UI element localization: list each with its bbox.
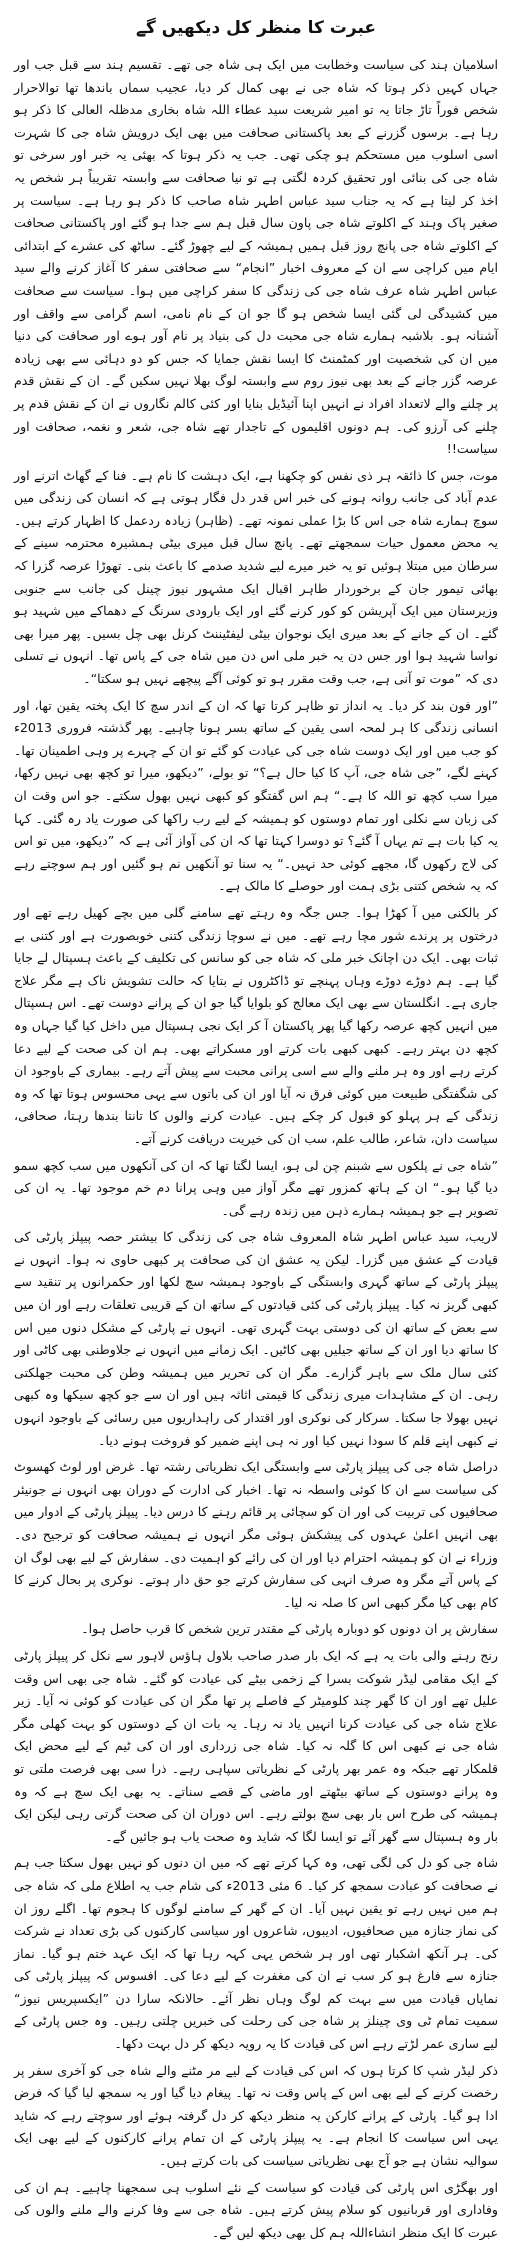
article-paragraph: سفارش پر ان دونوں کو دوبارہ پارٹی کے مقتدر ترین شخص کا قرب حاصل ہوا۔ [81,1621,498,1637]
article-paragraph: ”شاہ جی نے پلکوں سے شبنم چن لی ہو، ایسا لگتا تھا کہ ان کی آنکھوں میں سب کچھ سمو دیا گیا ہو۔“ ان کے ہاتھ کمزور تھے مگر آواز میں وہی پرانا دم خم موجود تھا۔ یہ ان کی تصویر ہے جو ہمیشہ ہمارے ذہن میں زندہ رہے گی۔ [14,1157,498,1218]
article-title: عبرت کا منظر کل دیکھیں گے [135,18,377,38]
article-paragraph: موت، جس کا ذائقہ ہر ذی نفس کو چکھنا ہے، ایک دہشت کا نام ہے۔ فنا کے گھاٹ اترنے اور عدم آباد کی جانب روانہ ہونے کی خبر اس قدر دل فگار ہوتی ہے کہ انسان کی زندگی میں سوچ ہمارے شاہ جی اس کا بڑا عملی نمونہ تھے۔ (ظاہر) زیادہ ردعمل کا اظہار کرتے ہیں۔ یہ محض معمول حیات سمجھتے تھے۔ پانچ سال قبل میری بیٹی ہمشیرہ محترمہ سینے کے سرطان میں مبتلا ہوئیں تو یہ خبر میرے لیے شدید صدمے کا باعث بنی۔ تھوڑا عرصہ گزرا کہ بھائی تیمور جان کے برخوردار طاہر اقبال ایک مشہور نیوز چینل کی جانب سے جنوبی وزیرستان میں ایک آپریشن کو کور کرنے گئے اور ایک بارودی سرنگ کے دھماکے میں شہید ہو گئے۔ ان کے جانے کے بعد میری ایک نوجوان بیٹی لیفٹیننٹ کرنل بھی چل بسیں۔ پھر میرا بھی نواسا شہید ہوا اور جس دن یہ خبر ملی اس دن میں شاہ جی کے پاس تھا۔ انہوں نے تسلی دی کہ ”موت تو آنی ہے، جب وقت مقرر ہو تو کوئی آگے پیچھے نہیں ہو سکتا“۔ [14,467,498,687]
article-paragraph: اسلامیان ہند کی سیاست وخطابت میں ایک ہی شاہ جی تھے۔ تقسیم ہند سے قبل جب اور جہاں کہیں ذکر ہوتا کہ شاہ جی نے بھی کمال کر دیا، عجیب سماں باندھا تھا توالاحرار شخص فوراً تاڑ جاتا یہ تو امیر شریعت سید عطاء اللہ شاہ بخاری مدظلہ العالی کا ذکر ہو رہا ہے۔ برسوں گزرنے کے بعد پاکستانی صحافت میں بھی ایک درویش شاہ جی کا شہرت اسی اسلوب میں مستحکم ہو چکی تھی۔ جب یہ ذکر ہوتا کہ بھئی یہ خبر اور سرخی تو شاہ جی کی بنائی اور تحقیق کردہ لگتی ہے تو نیا صحافت سے وابستہ تقریباً ہر شخص یہ اخذ کر لیتا ہے کہ یہ جناب سید عباس اطہر شاہ صاحب کا ذکر ہو رہا ہے۔ سیاست پر صغیر پاک وہند کے اکلوتے شاہ جی پاون سال قبل ہم سے جدا ہو گئے اور پاکستانی صحافت کے اکلوتے شاہ جی پانچ روز قبل ہمیں ہمیشہ کے لیے چھوڑ گئے۔ ساٹھ کی عشرے کے ابتدائی ایام میں کراچی سے ان کے معروف اخبار ”انجام“ سے صحافتی سفر کا آغاز کرنے والے سید عباس اطہر شاہ عرف شاہ جی کی زندگی کا سفر کراچی میں ہوا۔ سیاست سے صحافت میں کشیدگی لی گئی ایسا شخص ہو گا جو ان کے نام نامی، اسم گرامی سے واقف اور آشنانہ ہو۔ بلاشبہ ہمارے شاہ جی محبت دل کی بنیاد پر نام آور ہوے اور صحافت کی دنیا میں ان کی شخصیت اور کمٹمنٹ کا ایسا نقش جمایا کہ جس کو دو دہائی سے بھی زیادہ عرصہ گزر جانے کے بعد بھی نیوز روم سے وابستہ لوگ بھلا نہیں سکیں گے۔ ان کے نقش قدم پر چلنے والے لاتعداد افراد نے انہیں اپنا آئیڈیل بنایا اور کئی کالم نگاروں نے ان کے نقش قدم پر چلنے کی آرزو کی۔ ہم دونوں اقلیموں کے تاجدار تھے شاہ جی، شعر و نغمہ، صحافت اور سیاست!! [14,57,498,457]
article-paragraph: دراصل شاہ جی کی پیپلز پارٹی سے وابستگی ایک نظریاتی رشتہ تھا۔ غرض اور لوٹ کھسوٹ کی سیاست سے ان کا کوئی واسطہ نہ تھا۔ اخبار کی ادارت کے دوران بھی انہوں نے جونیئر صحافیوں کی تربیت کی اور ان کو سچائی پر قائم رہنے کا درس دیا۔ پیپلز پارٹی کے ادوار میں بھی انہیں اعلیٰ عہدوں کی پیشکش ہوئی مگر انہوں نے ہمیشہ صحافت کو ترجیح دی۔ وزراء نے ان کو ہمیشہ احترام دیا اور ان کی رائے کو اہمیت دی۔ سفارش کے لیے بھی لوگ ان کے پاس آتے مگر وہ صرف انہی کی سفارش کرتے جو حق دار ہوتے۔ نوکری پر بحال کرنے کا کام بھی کیا مگر کبھی اس کا صلہ نہ لیا۔ [14,1459,498,1610]
article-paragraph: لاریب، سید عباس اطہر شاہ المعروف شاہ جی کی زندگی کا بیشتر حصہ پیپلز پارٹی کی قیادت کے عشق میں گزرا۔ لیکن یہ عشق ان کی صحافت پر کبھی حاوی نہ ہوا۔ انہوں نے پیپلز پارٹی کے ساتھ گہری وابستگی کے باوجود ہمیشہ سچ لکھا اور حکمرانوں پر تنقید سے کبھی گریز نہ کیا۔ پیپلز پارٹی کی کئی قیادتوں کے ساتھ ان کے قریبی تعلقات رہے اور ان میں سے بعض کے ساتھ ان کی دوستی بہت گہری تھی۔ انہوں نے پارٹی کے مشکل دنوں میں اس کا ساتھ دیا اور ان کے ساتھ جیلیں بھی کاٹیں۔ ایک زمانے میں انہوں نے جلاوطنی بھی کاٹی اور کئی سال ملک سے باہر گزارے۔ مگر ان کی تحریر میں ہمیشہ وطن کی محبت جھلکتی رہی۔ ان کے مشاہدات میری زندگی کا قیمتی اثاثہ ہیں اور ان سے جو کچھ سیکھا وہ کبھی نہیں بھولا جا سکتا۔ سرکار کی نوکری اور اقتدار کی راہداریوں میں رسائی کے باوجود انہوں نے کبھی اپنے قلم کا سودا نہیں کیا اور نہ ہی اپنے ضمیر کو فروخت ہونے دیا۔ [14,1229,498,1448]
article-paragraph: ”اور فون بند کر دیا۔ یہ انداز تو ظاہر کرتا تھا کہ ان کے اندر سچ کا ایک پختہ یقین تھا، اور انسانی زندگی کا ہر لمحہ اسی یقین کے ساتھ بسر ہونا چاہیے۔ پھر گذشتہ فروری 2013ء کو جب میں اور ایک دوست شاہ جی کی عیادت کو گئے تو ان کے چہرے پر وہی اطمینان تھا۔ کہنے لگے، ”جی شاہ جی، آپ کا کیا حال ہے؟“ تو بولے، ”دیکھو، میرا تو کچھ بھی نہیں رکھا، میرا سب کچھ تو اللہ کا ہے۔“ ہم اس گفتگو کو کبھی نہیں بھول سکتے۔ جو اس وقت ان کی زبان سے نکلی اور تمام دوستوں کو ہمیشہ کے لیے رب راکھا کی صورت یاد رہ گئی۔ کہا یہ کیا بات ہے تم یہاں آ گئے؟ تو دوسرا کہتا تھا کہ ان کی آواز آئی ہے کہ ”دیکھو، میں تو اس کی لاج رکھوں گا، مجھے کوئی حد نہیں۔“ یہ سنا تو آنکھیں نم ہو گئیں اور ہم سوچتے رہے کہ یہ شخص کتنی بڑی ہمت اور حوصلے کا مالک ہے۔ [14,697,498,894]
article-paragraph: شاہ جی کو دل کی لگی تھی، وہ کہا کرتے تھے کہ میں ان دنوں کو نہیں بھول سکتا جب ہم نے صحافت کو عبادت سمجھ کر کیا۔ 6 مئی 2013ء کی شام جب یہ اطلاع ملی کہ شاہ جی ہم میں نہیں رہے تو یقین نہیں آیا۔ ان کے گھر کے سامنے لوگوں کا ہجوم تھا۔ اگلے روز ان کی نماز جنازہ میں صحافیوں، ادیبوں، شاعروں اور سیاسی کارکنوں کی بڑی تعداد نے شرکت کی۔ ہر آنکھ اشکبار تھی اور ہر شخص یہی کہہ رہا تھا کہ ایک عہد ختم ہو گیا۔ نماز جنازہ سے فارغ ہو کر سب نے ان کی مغفرت کے لیے دعا کی۔ افسوس کہ پیپلز پارٹی کی نمایاں قیادت میں سے بہت کم لوگ وہاں نظر آئے۔ حالانکہ سارا دن ”ایکسپریس نیوز“ سمیت تمام ٹی وی چینلز پر شاہ جی کی رحلت کی خبریں چلتی رہیں۔ وہ جس پارٹی کے لیے ساری عمر لڑتے رہے اس کی قیادت کا یہ رویہ دیکھ کر دل بہت دکھا۔ [14,1855,498,2052]
article-paragraph: ذکر لیڈر شپ کا کرتا ہوں کہ اس کی قیادت کے لیے مر مٹنے والے شاہ جی کو آخری سفر پر رخصت کرنے کے لیے بھی اس کے پاس وقت نہ تھا۔ پیغام دیا گیا اور یہ سمجھ لیا گیا کہ فرض ادا ہو گیا۔ پارٹی کے پرانے کارکن یہ منظر دیکھ کر دل گرفتہ ہوئے اور سوچتے رہے کہ شاید یہی اس سیاست کا انجام ہے۔ یہ پیپلز پارٹی کے ان تمام پرانے کارکنوں کے لیے بھی ایک سوالیہ نشان ہے جو آج بھی نظریاتی سیاست کی بات کرتے ہیں۔ [14,2062,498,2169]
article-paragraph: رنج رہنے والی بات یہ ہے کہ ایک بار صدر صاحب بلاول ہاؤس لاہور سے نکل کر پیپلز پارٹی کے ایک مقامی لیڈر شوکت بسرا کے زخمی بیٹے کی عیادت کو گئے۔ شاہ جی بھی اس وقت علیل تھے اور ان کا گھر چند کلومیٹر کے فاصلے پر تھا مگر ان کی عیادت کو کوئی نہ آیا۔ زیر علاج شاہ جی کی عیادت کرنا انہیں یاد نہ رہا۔ یہ بات ان کے دوستوں کو بہت کھلی مگر شاہ جی نے کبھی اس کا گلہ نہ کیا۔ شاہ جی زرداری اور ان کی ٹیم کے لیے محض ایک قلمکار تھے جبکہ وہ عمر بھر پارٹی کے نظریاتی سپاہی رہے۔ ذرا سی بھی فرصت ملتی تو وہ پرانے دوستوں کے ساتھ بیٹھتے اور ماضی کے قصے سناتے۔ یہ بھی ایک سچ ہے کہ وہ ہمیشہ کی طرح اس بار بھی سچ بولتے رہے۔ اس دوران ان کی صحت گرتی رہی لیکن ایک بار وہ ہسپتال سے گھر آئے تو ایسا لگا کہ شاید وہ صحت یاب ہو جائیں گے۔ [14,1647,498,1844]
article-paragraph: کر بالکنی میں آ کھڑا ہوا۔ جس جگہ وہ رہتے تھے سامنے گلی میں بچے کھیل رہے تھے اور درختوں پر پرندے شور مچا رہے تھے۔ میں نے سوچا زندگی کتنی خوبصورت ہے اور کتنی بے ثبات بھی۔ ایک دن اچانک خبر ملی کہ شاہ جی کو سانس کی تکلیف کے باعث ہسپتال لے جایا گیا ہے۔ ہم دوڑے دوڑے وہاں پہنچے تو ڈاکٹروں نے بتایا کہ حالت تشویش ناک ہے مگر علاج جاری ہے۔ انگلستان سے بھی ایک معالج کو بلوایا گیا جو ان کے پرانے دوست تھے۔ اس ہسپتال میں انہیں کچھ عرصہ رکھا گیا پھر پاکستان آ کر ایک نجی ہسپتال میں داخل کیا گیا جہاں وہ کچھ دن بہتر رہے۔ کبھی کبھی بات کرتے اور مسکراتے بھی۔ ہم ان کی صحت کے لیے دعا کرتے رہے اور وہ ہر ملنے والے سے اسی پرانی محبت سے پیش آتے رہے۔ بیماری کے باوجود ان کی شگفتگی طبیعت میں کوئی فرق نہ آیا اور ان کی باتوں سے یہی محسوس ہوتا تھا کہ وہ زندگی کے ہر پہلو کو قبول کر چکے ہیں۔ عیادت کرنے والوں کا تانتا بندھا رہتا، صحافی، سیاست دان، شاعر، طالب علم، سب ان کی خیریت دریافت کرنے آتے۔ [14,904,498,1146]
article-paragraph: اور بھگڑی اس پارٹی کی قیادت کو سیاست کے نئے اسلوب ہی سمجھنا چاہیے۔ ہم ان کی وفاداری اور قربانیوں کو سلام پیش کرتے ہیں۔ شاہ جی سے وفا کرنے والے ملنے والوں کی عبرت کا ایک منظر انشاءاللہ ہم کل بھی دیکھ لیں گے۔ [14,2179,498,2240]
